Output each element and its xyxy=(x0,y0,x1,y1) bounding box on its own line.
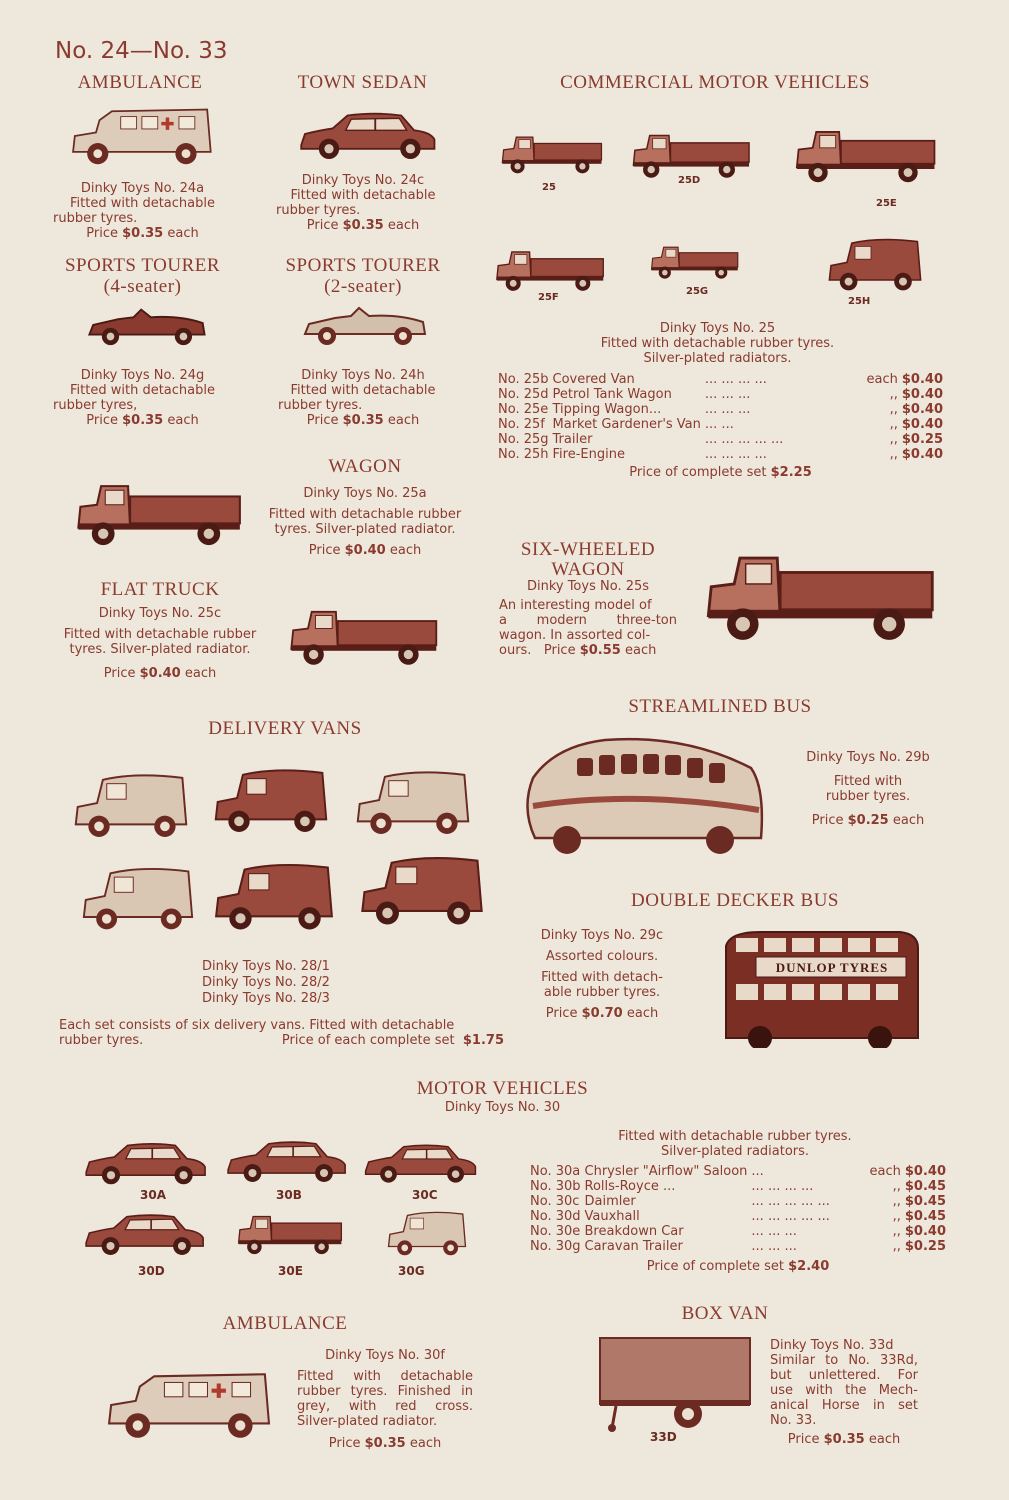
price-row-price: $0.45 xyxy=(904,1209,946,1224)
each-label: each xyxy=(892,813,925,828)
price-row-dots: ... ... ... xyxy=(751,1224,797,1239)
sports-4-price-line xyxy=(45,413,240,428)
ambulance-30f-line2: Fitted with detachable xyxy=(297,1369,473,1384)
price-row-number: No. 25d xyxy=(498,387,549,402)
price-row xyxy=(530,1224,946,1239)
price-row-price: $0.40 xyxy=(904,1224,946,1239)
commercial-line3: Silver-plated radiators. xyxy=(643,351,792,366)
price-label: Price xyxy=(86,226,118,241)
box-van-price: $0.35 xyxy=(823,1432,865,1447)
streamlined-bus-image xyxy=(515,728,770,856)
price-row xyxy=(530,1179,946,1194)
page-title: No. 24—No. 33 xyxy=(55,38,228,64)
price-row xyxy=(530,1209,946,1224)
delivery-van-4-image xyxy=(76,860,200,936)
box-van-label: 33D xyxy=(650,1430,677,1444)
motor-label-30b: 30B xyxy=(276,1188,302,1202)
ambulance-24a-line3: rubber tyres. xyxy=(53,211,138,226)
town-sedan-desc xyxy=(268,173,458,233)
delivery-vans-line5: rubber tyres. xyxy=(59,1033,144,1048)
streamlined-bus-title: STREAMLINED BUS xyxy=(628,696,812,717)
motor-label-30c: 30C xyxy=(412,1188,438,1202)
price-row-price: $0.45 xyxy=(904,1194,946,1209)
town-sedan-line1: Dinky Toys No. 24c xyxy=(301,173,425,188)
price-row-unit: each xyxy=(869,1164,901,1179)
price-label: Price xyxy=(543,643,576,658)
ambulance-24a-line2: Fitted with detachable xyxy=(70,196,215,211)
price-row-dots: ... ... ... ... xyxy=(751,1179,814,1194)
wagon-title: WAGON xyxy=(328,456,402,477)
delivery-vans-set-label: Price of each complete set xyxy=(281,1033,455,1048)
price-row-number: No. 25e xyxy=(498,402,549,417)
ambulance-30f-price-line xyxy=(297,1436,473,1451)
commercial-price-table xyxy=(498,372,943,462)
motor-30d-image xyxy=(78,1204,208,1262)
price-row-dots: ... ... ... ... ... xyxy=(751,1209,830,1224)
motor-vehicles-set-label: Price of complete set xyxy=(646,1259,784,1274)
price-label: Price xyxy=(787,1432,820,1447)
ambulance-24a-price-line xyxy=(45,226,240,241)
price-row-price: $0.25 xyxy=(904,1239,946,1254)
ambulance-30f-desc xyxy=(297,1348,473,1451)
commercial-25-image xyxy=(496,124,604,182)
price-row-dots: ... xyxy=(751,1164,764,1179)
price-row xyxy=(530,1194,946,1209)
sports-2-image xyxy=(293,298,435,348)
double-decker-line2: Assorted colours. xyxy=(545,949,659,964)
motor-30a-image xyxy=(78,1136,210,1188)
price-row xyxy=(498,372,943,387)
price-row-unit: ,, xyxy=(892,1239,901,1254)
six-wheeled-line2: An interesting model of xyxy=(499,598,652,613)
box-van-line1: Dinky Toys No. 33d xyxy=(770,1338,894,1353)
motor-30b-image xyxy=(220,1132,350,1188)
price-row-unit: ,, xyxy=(892,1209,901,1224)
sports-4-desc xyxy=(45,368,240,428)
six-wheeled-title xyxy=(498,540,678,580)
price-row-name: Tipping Wagon... xyxy=(552,402,662,417)
price-label: Price xyxy=(103,666,136,681)
wagon-image xyxy=(68,474,244,550)
box-van-line2: Similar to No. 33Rd, xyxy=(770,1353,918,1368)
double-decker-desc xyxy=(522,928,682,1021)
motor-30e-image xyxy=(232,1202,344,1264)
price-row-dots: ... ... ... ... xyxy=(704,372,767,387)
each-label: each xyxy=(626,1006,659,1021)
price-row-name: Caravan Trailer xyxy=(584,1239,683,1254)
motor-vehicles-notes xyxy=(585,1129,885,1159)
delivery-van-5-image xyxy=(208,854,340,938)
streamlined-bus-line2: Fitted with xyxy=(833,774,903,789)
price-row xyxy=(498,402,943,417)
delivery-vans-set-price: $1.75 xyxy=(462,1033,504,1048)
commercial-label-25e: 25E xyxy=(876,198,897,209)
price-row-name: Covered Van xyxy=(552,372,635,387)
sports-2-desc xyxy=(268,368,458,428)
ambulance-24a-line1: Dinky Toys No. 24a xyxy=(80,181,205,196)
box-van-line6: No. 33. xyxy=(770,1413,817,1428)
six-wheeled-price: $0.55 xyxy=(579,643,621,658)
box-van-line3: but unlettered. For xyxy=(770,1368,918,1383)
motor-vehicles-note2: Silver-plated radiators. xyxy=(660,1144,810,1159)
motor-30g-image xyxy=(372,1206,482,1260)
commercial-line1: Dinky Toys No. 25 xyxy=(659,321,776,336)
sports-2-subtitle: (2-seater) xyxy=(324,276,402,297)
price-row-dots: ... ... ... xyxy=(751,1239,797,1254)
flat-truck-price: $0.40 xyxy=(139,666,181,681)
price-row-dots: ... ... ... xyxy=(704,402,751,417)
sports-4-line1: Dinky Toys No. 24g xyxy=(80,368,205,383)
streamlined-bus-desc xyxy=(788,750,948,828)
commercial-25e-image xyxy=(788,118,938,190)
sports-4-line3: rubber tyres, xyxy=(53,398,138,413)
each-label: each xyxy=(167,226,199,241)
price-row-number: No. 30c xyxy=(530,1194,580,1209)
motor-label-30a: 30A xyxy=(140,1188,166,1202)
sports-4-line2: Fitted with detachable xyxy=(70,383,215,398)
double-decker-price: $0.70 xyxy=(581,1006,623,1021)
commercial-set-label: Price of complete set xyxy=(629,465,767,480)
motor-vehicles-line1: Dinky Toys No. 30 xyxy=(444,1100,561,1115)
commercial-label-25f: 25F xyxy=(538,292,559,303)
six-wheeled-line3: a modern three-ton xyxy=(499,613,677,628)
motor-label-30d: 30D xyxy=(138,1264,165,1278)
price-row-unit: ,, xyxy=(892,1194,901,1209)
town-sedan-price-line xyxy=(268,218,458,233)
town-sedan-image xyxy=(292,105,440,163)
price-row-price: $0.45 xyxy=(904,1179,946,1194)
delivery-vans-numbers xyxy=(202,959,402,1007)
price-row-price: $0.40 xyxy=(901,387,943,402)
streamlined-bus-price-line xyxy=(788,813,948,828)
box-van-line4: use with the Mech- xyxy=(770,1383,918,1398)
ambulance-24a-image xyxy=(66,100,216,172)
six-wheeled-line4: wagon. In assorted col- xyxy=(499,628,651,643)
price-label: Price xyxy=(306,413,339,428)
price-row-dots: ... ... ... xyxy=(704,387,751,402)
flat-truck-line2: Fitted with detachable rubber xyxy=(63,627,257,642)
motor-vehicles-title: MOTOR VEHICLES xyxy=(416,1078,589,1099)
wagon-desc xyxy=(255,486,475,558)
ambulance-30f-title: AMBULANCE xyxy=(222,1313,348,1334)
each-label: each xyxy=(389,543,422,558)
flat-truck-line3: tyres. Silver-plated radiator. xyxy=(69,642,251,657)
delivery-vans-set-line xyxy=(59,1033,504,1048)
wagon-price: $0.40 xyxy=(344,543,386,558)
six-wheeled-line5: ours. xyxy=(499,643,532,658)
each-label: each xyxy=(624,643,657,658)
ambulance-30f-price: $0.35 xyxy=(364,1436,406,1451)
each-label: each xyxy=(167,413,199,428)
price-row-name: Market Gardener's Van xyxy=(552,417,701,432)
delivery-vans-line3: Dinky Toys No. 28/3 xyxy=(202,991,330,1006)
motor-vehicles-price-list xyxy=(530,1164,946,1274)
six-wheeled-price-line xyxy=(499,643,677,658)
flat-truck-line1: Dinky Toys No. 25c xyxy=(98,606,222,621)
town-sedan-line2: Fitted with detachable xyxy=(290,188,436,203)
commercial-25h-image xyxy=(812,232,938,296)
commercial-desc xyxy=(560,321,875,366)
price-row xyxy=(530,1239,946,1254)
price-row xyxy=(498,432,943,447)
price-row-number: No. 25g xyxy=(498,432,549,447)
wagon-line3: tyres. Silver-plated radiator. xyxy=(274,522,456,537)
delivery-van-1-image xyxy=(68,766,194,844)
flat-truck-image xyxy=(282,600,440,670)
ambulance-30f-line4: grey, with red cross. xyxy=(297,1399,473,1414)
streamlined-bus-price: $0.25 xyxy=(847,813,889,828)
price-label: Price xyxy=(328,1436,361,1451)
price-row-name: Trailer xyxy=(552,432,593,447)
double-decker-image xyxy=(720,928,922,1048)
price-row xyxy=(530,1164,946,1179)
sports-4-price: $0.35 xyxy=(122,413,164,428)
delivery-van-2-image xyxy=(208,758,334,842)
price-row-price: $0.40 xyxy=(901,447,943,462)
streamlined-bus-line3: rubber tyres. xyxy=(825,789,911,804)
flat-truck-desc xyxy=(50,606,270,681)
each-label: each xyxy=(184,666,217,681)
sports-2-line3: rubber tyres. xyxy=(278,398,363,413)
commercial-price-list xyxy=(498,372,943,480)
delivery-van-6-image xyxy=(354,848,490,932)
price-label: Price xyxy=(306,218,339,233)
ambulance-30f-line1: Dinky Toys No. 30f xyxy=(325,1348,445,1363)
price-row-name: Fire-Engine xyxy=(552,447,625,462)
price-label: Price xyxy=(811,813,844,828)
price-row-dots: ... ... ... ... xyxy=(704,447,767,462)
price-row-price: $0.40 xyxy=(901,402,943,417)
six-wheeled-line1: Dinky Toys No. 25s xyxy=(526,579,650,594)
commercial-label-25d: 25D xyxy=(678,175,701,186)
streamlined-bus-line1: Dinky Toys No. 29b xyxy=(806,750,930,765)
price-row-price: $0.40 xyxy=(904,1164,946,1179)
delivery-vans-title: DELIVERY VANS xyxy=(208,718,362,739)
price-row-number: No. 30e xyxy=(530,1224,581,1239)
commercial-25d-image xyxy=(626,128,752,180)
wagon-line1: Dinky Toys No. 25a xyxy=(303,486,427,501)
town-sedan-price: $0.35 xyxy=(342,218,384,233)
price-row-dots: ... ... ... ... ... xyxy=(704,432,784,447)
price-label: Price xyxy=(545,1006,578,1021)
price-row-dots: ... ... ... ... ... xyxy=(751,1194,830,1209)
price-label: Price xyxy=(308,543,341,558)
price-row-number: No. 30a xyxy=(530,1164,581,1179)
price-row-number: No. 25h xyxy=(498,447,549,462)
price-row-number: No. 25f xyxy=(498,417,545,432)
six-wheeled-image xyxy=(694,540,938,648)
motor-vehicles-price-table xyxy=(530,1164,946,1254)
each-label: each xyxy=(409,1436,442,1451)
ambulance-24a-title: AMBULANCE xyxy=(77,72,203,93)
box-van-desc xyxy=(770,1338,918,1447)
sports-4-subtitle: (4-seater) xyxy=(103,276,182,297)
commercial-title: COMMERCIAL MOTOR VEHICLES xyxy=(560,72,870,93)
each-label: each xyxy=(387,218,420,233)
delivery-van-3-image xyxy=(350,762,476,842)
sports-2-price: $0.35 xyxy=(342,413,384,428)
double-decker-line4: able rubber tyres. xyxy=(543,985,661,1000)
commercial-label-25h: 25H xyxy=(848,296,871,307)
motor-label-30g: 30G xyxy=(398,1264,425,1278)
price-row-price: $0.40 xyxy=(901,417,943,432)
price-row-number: No. 30d xyxy=(530,1209,581,1224)
box-van-price-line xyxy=(770,1432,918,1447)
ambulance-30f-line3: rubber tyres. Finished in xyxy=(297,1384,473,1399)
wagon-price-line xyxy=(255,543,475,558)
delivery-vans-set xyxy=(282,1033,504,1048)
wagon-line2: Fitted with detachable rubber xyxy=(268,507,462,522)
price-row-unit: ,, xyxy=(892,1179,901,1194)
price-row-name: Vauxhall xyxy=(584,1209,640,1224)
flat-truck-title: FLAT TRUCK xyxy=(100,579,220,600)
commercial-set-price: $2.25 xyxy=(770,465,812,480)
double-decker-line1: Dinky Toys No. 29c xyxy=(540,928,664,943)
ambulance-24a-desc xyxy=(45,181,240,241)
price-row-number: No. 25b xyxy=(498,372,549,387)
commercial-label-25g: 25G xyxy=(686,286,709,297)
delivery-vans-desc xyxy=(59,1018,504,1048)
double-decker-sign: DUNLOP TYRES xyxy=(775,960,889,975)
price-row-number: No. 30g xyxy=(530,1239,581,1254)
flat-truck-price-line xyxy=(50,666,270,681)
price-row-price: $0.40 xyxy=(901,372,943,387)
price-row-unit: ,, xyxy=(889,387,898,402)
delivery-vans-line2: Dinky Toys No. 28/2 xyxy=(202,975,330,990)
box-van-image xyxy=(592,1334,758,1434)
motor-label-30e: 30E xyxy=(278,1264,303,1278)
price-row-unit: each xyxy=(866,372,898,387)
price-row-name: Petrol Tank Wagon xyxy=(552,387,672,402)
delivery-vans-line4: Each set consists of six delivery vans. Fitted with detachable xyxy=(59,1018,455,1033)
town-sedan-line3: rubber tyres. xyxy=(276,203,361,218)
each-label: each xyxy=(868,1432,901,1447)
price-row-name: Rolls-Royce ... xyxy=(584,1179,676,1194)
town-sedan-title: TOWN SEDAN xyxy=(297,72,428,93)
price-row-unit: ,, xyxy=(889,432,898,447)
motor-vehicles-note1: Fitted with detachable rubber tyres. xyxy=(618,1129,852,1144)
price-row-unit: ,, xyxy=(892,1224,901,1239)
double-decker-title: DOUBLE DECKER BUS xyxy=(630,890,839,911)
commercial-label-25: 25 xyxy=(542,182,556,193)
motor-30c-image xyxy=(358,1136,480,1188)
price-row-dots: ... ... xyxy=(704,417,734,432)
delivery-vans-line1: Dinky Toys No. 28/1 xyxy=(202,959,330,974)
six-wheeled-desc xyxy=(499,579,677,658)
price-label: Price xyxy=(86,413,118,428)
six-wheeled-title1: SIX-WHEELED xyxy=(520,539,656,560)
commercial-25g-image xyxy=(646,240,740,282)
six-wheeled-title2: WAGON xyxy=(551,559,625,580)
double-decker-price-line xyxy=(522,1006,682,1021)
price-row-name: Chrysler "Airflow" Saloon xyxy=(584,1164,748,1179)
sports-2-line1: Dinky Toys No. 24h xyxy=(301,368,425,383)
price-row-price: $0.25 xyxy=(901,432,943,447)
price-row xyxy=(498,417,943,432)
box-van-line5: anical Horse in set xyxy=(770,1398,918,1413)
price-row-name: Daimler xyxy=(584,1194,636,1209)
commercial-set-price-line xyxy=(498,465,943,480)
ambulance-24a-price: $0.35 xyxy=(122,226,164,241)
double-decker-line3: Fitted with detach- xyxy=(541,970,663,985)
box-van-title: BOX VAN xyxy=(681,1303,769,1324)
commercial-25f-image xyxy=(490,240,606,298)
price-row xyxy=(498,387,943,402)
sports-4-image xyxy=(78,300,214,348)
sports-2-price-line xyxy=(268,413,458,428)
price-row xyxy=(498,447,943,462)
price-row-unit: ,, xyxy=(889,447,898,462)
sports-4-title-line: SPORTS TOURER xyxy=(64,255,221,276)
sports-2-title-line: SPORTS TOURER xyxy=(285,255,441,276)
commercial-line2: Fitted with detachable rubber tyres. xyxy=(600,336,835,351)
sports-2-line2: Fitted with detachable xyxy=(290,383,436,398)
price-row-name: Breakdown Car xyxy=(584,1224,684,1239)
ambulance-30f-line5: Silver-plated radiator. xyxy=(297,1414,438,1429)
sports-2-title xyxy=(268,255,458,297)
price-row-unit: ,, xyxy=(889,417,898,432)
ambulance-30f-image xyxy=(100,1364,276,1446)
price-row-unit: ,, xyxy=(889,402,898,417)
motor-vehicles-set-price-line xyxy=(530,1259,946,1274)
motor-vehicles-set-price: $2.40 xyxy=(788,1259,830,1274)
each-label: each xyxy=(387,413,420,428)
sports-4-title xyxy=(45,255,240,297)
price-row-number: No. 30b xyxy=(530,1179,581,1194)
